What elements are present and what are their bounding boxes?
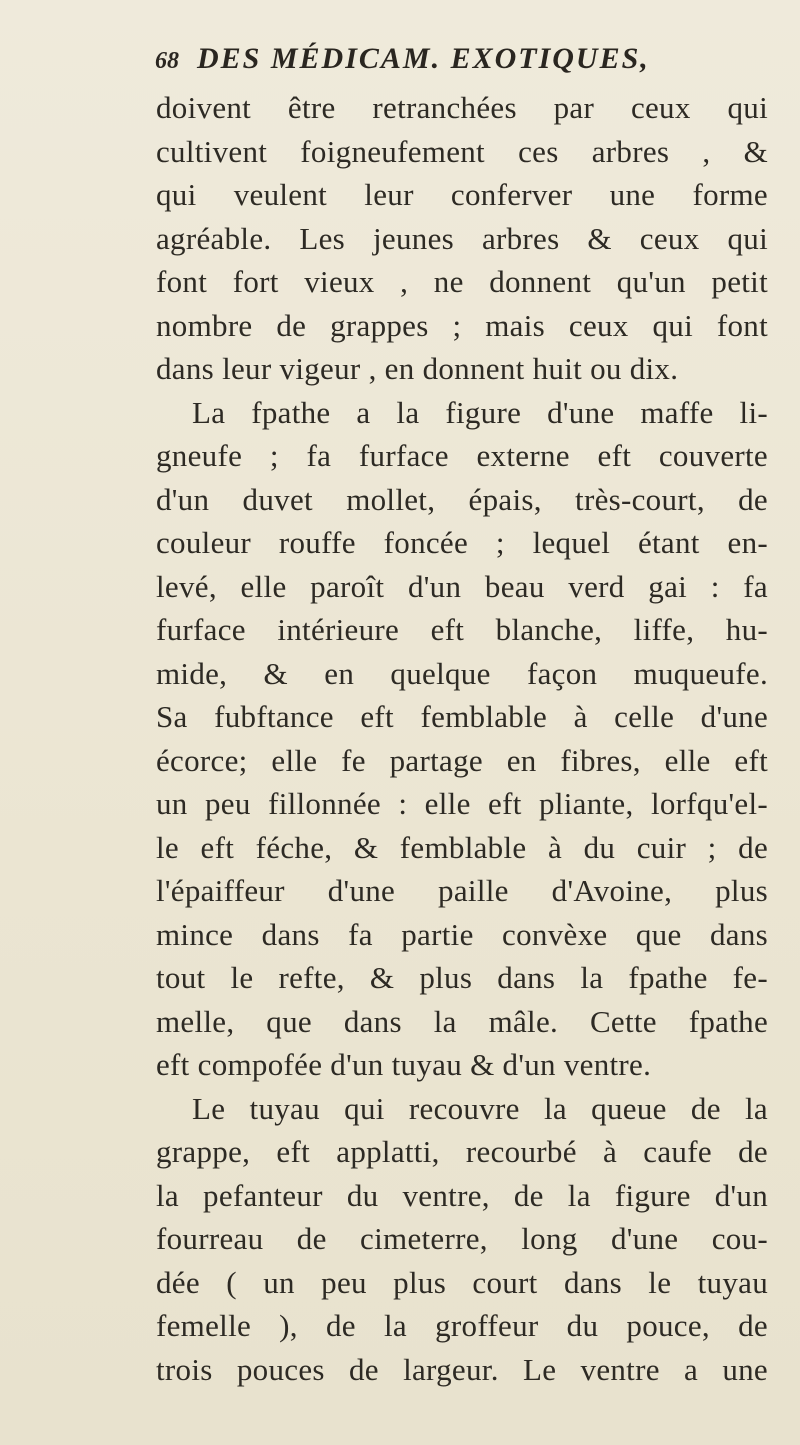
text-line: écorce; elle fe partage en fibres, elle eft — [156, 742, 768, 778]
text-line: melle, que dans la mâle. Cette fpathe — [156, 1003, 768, 1039]
running-head: DES MÉDICAM. EXOTIQUES, — [197, 42, 650, 75]
text-line: mide, & en quelque façon muqueufe. — [156, 655, 768, 691]
text-line: le eft féche, & femblable à du cuir ; de — [156, 829, 768, 865]
text-line: Le tuyau qui recouvre la queue de la — [192, 1090, 768, 1126]
text-line: grappe, eft applatti, recourbé à caufe de — [156, 1134, 768, 1169]
text-line: trois pouces de largeur. Le ventre a une — [156, 1351, 768, 1387]
page-number: 68 — [155, 48, 179, 74]
text-line: un peu fillonnée : elle eft pliante, lorfqu'el- — [156, 786, 768, 821]
text-line: agréable. Les jeunes arbres & ceux qui — [156, 220, 768, 256]
text-line: eft compofée d'un tuyau & d'un ventre. — [156, 1047, 652, 1082]
text-line: femelle ), de la groffeur du pouce, de — [156, 1308, 768, 1343]
text-line: fourreau de cimeterre, long d'une cou- — [156, 1221, 768, 1256]
text-line: furface intérieure eft blanche, liffe, hu- — [156, 612, 768, 647]
text-line: couleur rouffe foncée ; lequel étant en- — [156, 525, 768, 560]
text-line: qui veulent leur conferver une forme — [156, 177, 768, 212]
text-line: Sa fubftance eft femblable à celle d'une — [156, 699, 768, 734]
text-line: dans leur vigeur , en donnent huit ou dix. — [156, 351, 679, 386]
text-line: doivent être retranchées par ceux qui — [156, 90, 768, 125]
text-line: tout le refte, & plus dans la fpathe fe- — [156, 960, 768, 995]
text-line: dée ( un peu plus court dans le tuyau — [156, 1264, 768, 1300]
text-line: nombre de grappes ; mais ceux qui font — [156, 307, 768, 343]
text-line: levé, elle paroît d'un beau verd gai : fa — [156, 568, 768, 604]
text-line: mince dans fa partie convèxe que dans — [156, 916, 768, 952]
text-line: la pefanteur du ventre, de la figure d'un — [156, 1177, 768, 1213]
text-line: font fort vieux , ne donnent qu'un petit — [156, 264, 768, 299]
text-line: La fpathe a la figure d'une maffe li- — [192, 394, 768, 430]
text-line: gneufe ; fa furface externe eft couverte — [156, 438, 768, 473]
body-text — [156, 86, 768, 1391]
text-line: cultivent foigneufement ces arbres , & — [156, 133, 768, 169]
page-header — [155, 42, 785, 92]
text-line: d'un duvet mollet, épais, très-court, de — [156, 481, 768, 517]
text-line: l'épaiffeur d'une paille d'Avoine, plus — [156, 873, 768, 908]
